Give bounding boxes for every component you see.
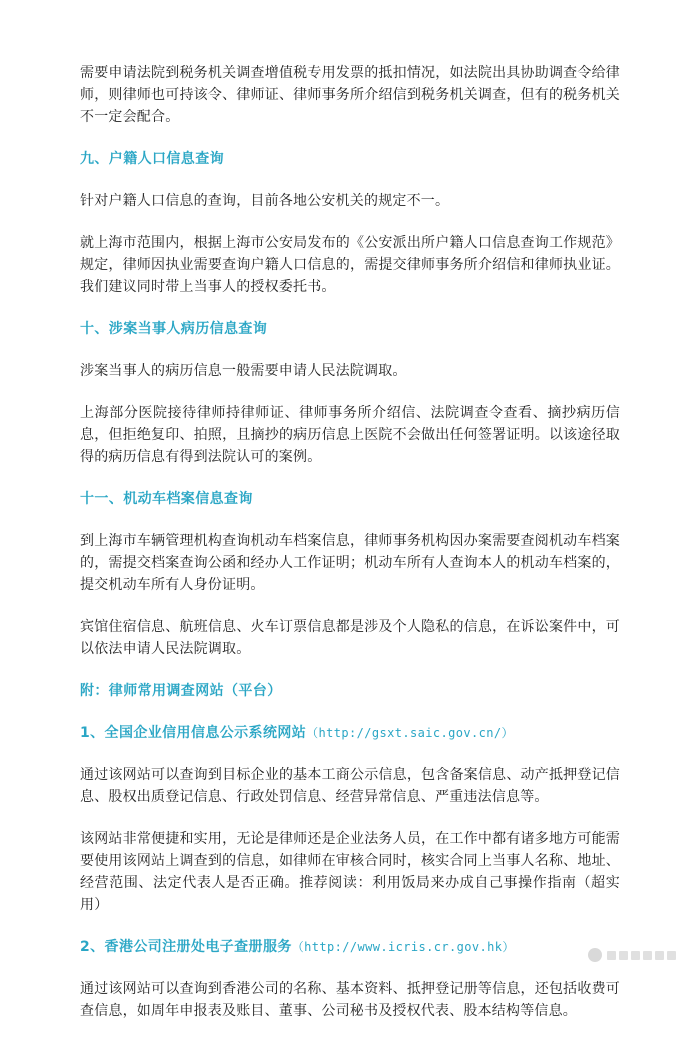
watermark-bars [607, 951, 676, 960]
heading-text: 十、涉案当事人病历信息查询 [80, 321, 268, 337]
paragraph [80, 62, 620, 128]
section-heading [80, 722, 620, 744]
paragraph [80, 978, 620, 1022]
paragraph-text: 需要申请法院到税务机关调查增值税专用发票的抵扣情况，如法院出具协助调查令给律师，则律师也可持该令、律师证、律师事务所介绍信到税务机关调查，但有的税务机关不一定会配合。 [80, 65, 620, 125]
paragraph [80, 828, 620, 916]
heading-text: 附：律师常用调查网站（平台） [80, 683, 282, 699]
paragraph [80, 360, 620, 382]
section-heading [80, 318, 620, 340]
section-heading [80, 936, 620, 958]
paragraph-text: 该网站非常便捷和实用，无论是律师还是企业法务人员，在工作中都有诸多地方可能需要使用该网站上调查到的信息，如律师在审核合同时，核实合同上当事人名称、地址、经营范围、法定代表人是否正确。推荐阅读：利用饭局来办成自己事操作指南（超实用） [80, 831, 620, 913]
heading-text: 2、香港公司注册处电子查册服务 [80, 939, 292, 955]
section-heading [80, 680, 620, 702]
watermark-logo-icon [588, 948, 602, 962]
paragraph-text: 针对户籍人口信息的查询，目前各地公安机关的规定不一。 [80, 193, 450, 209]
paragraph [80, 402, 620, 468]
section-heading [80, 148, 620, 170]
paragraph-text: 涉案当事人的病历信息一般需要申请人民法院调取。 [80, 363, 407, 379]
paragraph-text: 通过该网站可以查询到香港公司的名称、基本资料、抵押登记册等信息，还包括收费可查信息，如周年申报表及账目、董事、公司秘书及授权代表、股本结构等信息。 [80, 981, 620, 1019]
website-url[interactable]: （http://gsxt.saic.gov.cn/） [306, 726, 514, 740]
paragraph-text: 上海部分医院接待律师持律师证、律师事务所介绍信、法院调查令查看、摘抄病历信息，但拒绝复印、拍照，且摘抄的病历信息上医院不会做出任何签署证明。以该途径取得的病历信息有得到法院认可的案例。 [80, 405, 620, 465]
heading-text: 九、户籍人口信息查询 [80, 151, 224, 167]
paragraph [80, 190, 620, 212]
section-heading [80, 488, 620, 510]
heading-text: 1、全国企业信用信息公示系统网站 [80, 725, 307, 741]
paragraph-text: 通过该网站可以查询到目标企业的基本工商公示信息，包含备案信息、动产抵押登记信息、股权出质登记信息、行政处罚信息、经营异常信息、严重违法信息等。 [80, 767, 620, 805]
watermark [588, 948, 676, 962]
heading-text: 十一、机动车档案信息查询 [80, 491, 253, 507]
paragraph-text: 就上海市范围内，根据上海市公安局发布的《公安派出所户籍人口信息查询工作规范》规定，律师因执业需要查询户籍人口信息的，需提交律师事务所介绍信和律师执业证。我们建议同时带上当事人的授权委托书。 [80, 235, 620, 295]
paragraph [80, 530, 620, 596]
paragraph [80, 616, 620, 660]
document-page [80, 62, 620, 1042]
paragraph-text: 宾馆住宿信息、航班信息、火车订票信息都是涉及个人隐私的信息，在诉讼案件中，可以依法申请人民法院调取。 [80, 619, 620, 657]
paragraph [80, 764, 620, 808]
paragraph [80, 232, 620, 298]
website-url[interactable]: （http://www.icris.cr.gov.hk） [291, 940, 515, 954]
paragraph-text: 到上海市车辆管理机构查询机动车档案信息，律师事务机构因办案需要查阅机动车档案的，需提交档案查询公函和经办人工作证明；机动车所有人查询本人的机动车档案的，提交机动车所有人身份证明。 [80, 533, 620, 593]
